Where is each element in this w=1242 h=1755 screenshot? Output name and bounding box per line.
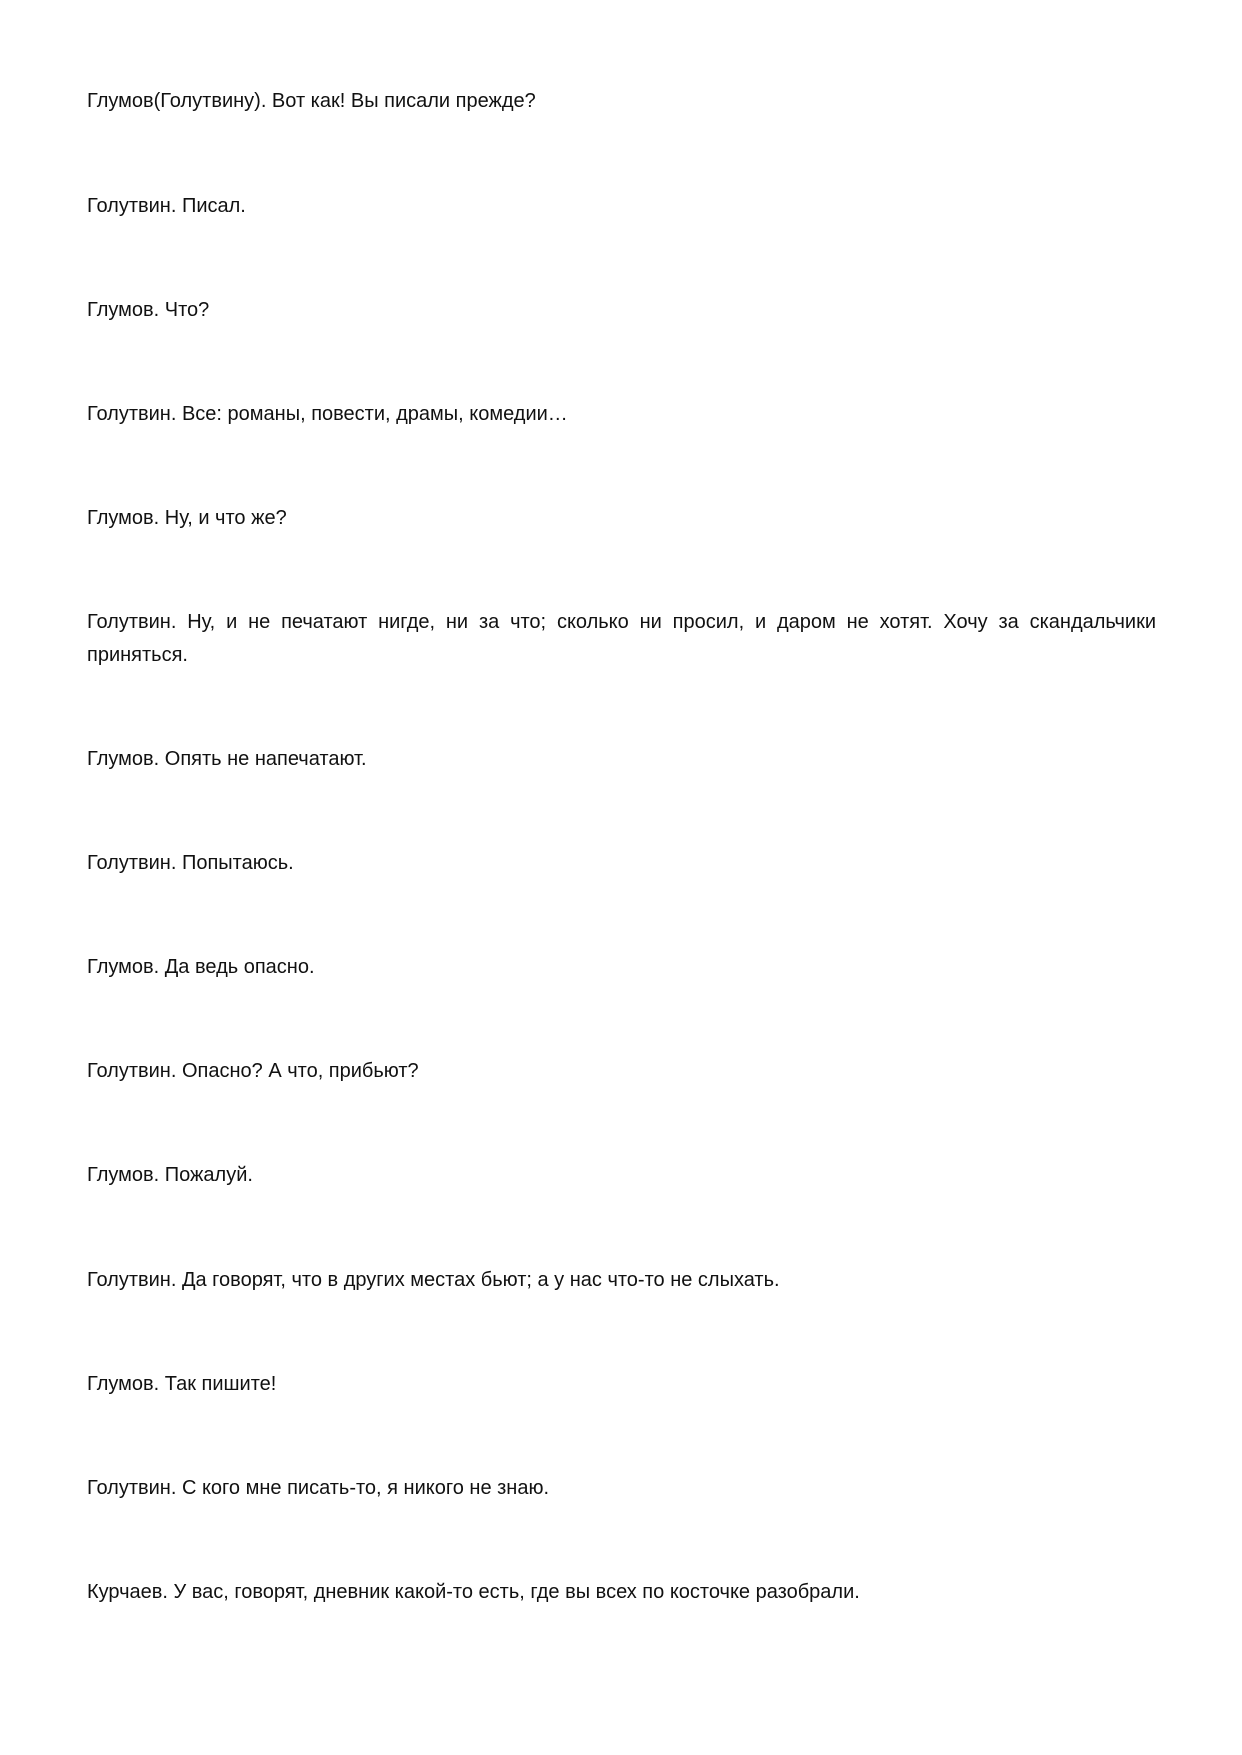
- paragraph-8: Голутвин. Попытаюсь.: [87, 852, 294, 874]
- paragraph-13: Глумов. Так пишите!: [87, 1373, 277, 1395]
- paragraph-7: Глумов. Опять не напечатают.: [87, 748, 367, 770]
- paragraph-5: Глумов. Ну, и что же?: [87, 507, 287, 529]
- paragraph-1: Глумов(Голутвину). Вот как! Вы писали прежде?: [87, 90, 536, 112]
- paragraph-9: Глумов. Да ведь опасно.: [87, 956, 315, 978]
- paragraph-15: Курчаев. У вас, говорят, дневник какой-то есть, где вы всех по косточке разобрали.: [87, 1581, 860, 1603]
- paragraph-4: Голутвин. Все: романы, повести, драмы, комедии…: [87, 403, 568, 425]
- paragraph-2: Голутвин. Писал.: [87, 195, 246, 217]
- paragraph-14: Голутвин. С кого мне писать-то, я никого не знаю.: [87, 1477, 550, 1499]
- paragraph-10: Голутвин. Опасно? А что, прибьют?: [87, 1060, 419, 1082]
- paragraph-6: Голутвин. Ну, и не печатают нигде, ни за что; сколько ни просил, и даром не хотят. Хочу за скандальчики приняться.: [87, 611, 1156, 666]
- paragraph-12: Голутвин. Да говорят, что в других местах бьют; а у нас что-то не слыхать.: [87, 1269, 780, 1291]
- paragraph-3: Глумов. Что?: [87, 299, 210, 321]
- paragraph-11: Глумов. Пожалуй.: [87, 1164, 253, 1186]
